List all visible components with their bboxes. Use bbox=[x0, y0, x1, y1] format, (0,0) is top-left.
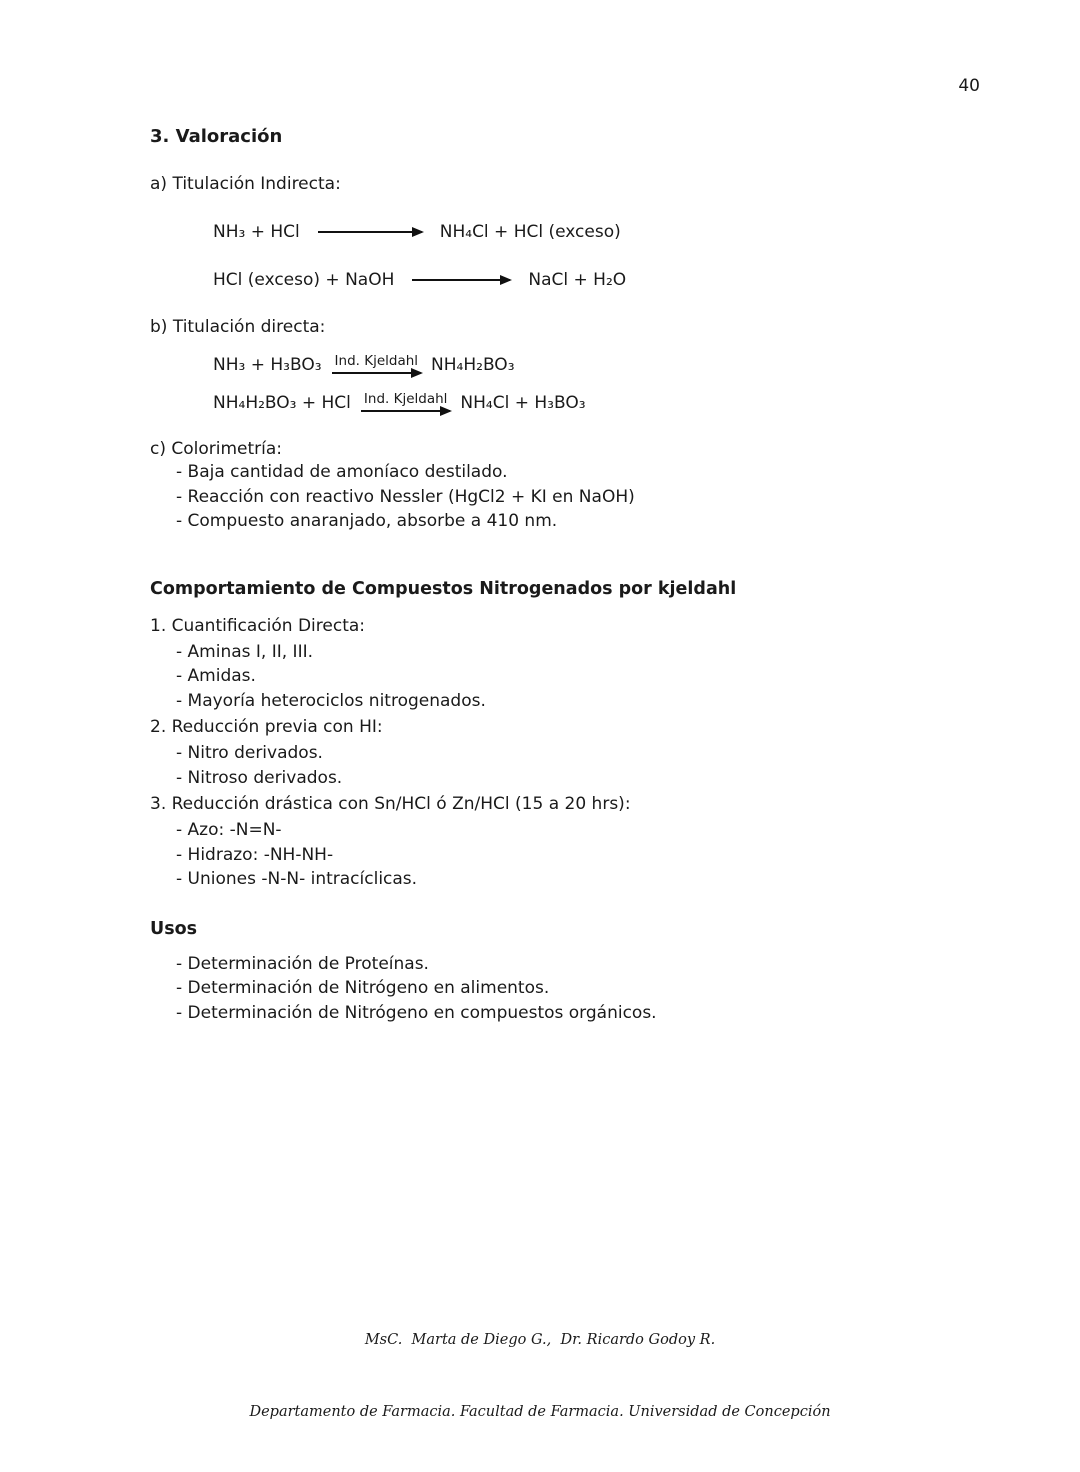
bullet-item: - Mayoría heterociclos nitrogenados. bbox=[176, 690, 486, 711]
subsection-b-label: b) Titulación directa: bbox=[150, 317, 326, 337]
bullet-item: - Amidas. bbox=[176, 666, 256, 686]
right-arrow-icon bbox=[361, 410, 451, 412]
bullet-item: - Uniones -N-N- intracíclicas. bbox=[176, 869, 418, 889]
behavior-list bbox=[150, 612, 990, 892]
behavior-item-3 bbox=[150, 790, 990, 892]
bullet-item: - Determinación de Nitrógeno en compuestos orgánicos. bbox=[176, 1002, 657, 1023]
bullet-item: - Reacción con reactivo Nessler (HgCl2 + KI en NaOH) bbox=[176, 486, 635, 507]
behavior-item-3-bullets bbox=[150, 818, 990, 892]
equation-right: NH₄H₂BO₃ bbox=[431, 355, 515, 375]
arrow-condition-label: Ind. Kjeldahl bbox=[334, 352, 419, 369]
subsection-c-label: c) Colorimetría: bbox=[150, 439, 283, 459]
colorimetria-bullets bbox=[150, 460, 990, 534]
equation-left: HCl (exceso) + NaOH bbox=[213, 270, 395, 290]
behavior-item-1 bbox=[150, 612, 990, 714]
usos-bullets bbox=[150, 952, 990, 1026]
equation-right: NH₄Cl + H₃BO₃ bbox=[460, 393, 586, 413]
chemical-equation-a2 bbox=[150, 269, 990, 291]
behavior-item-2 bbox=[150, 713, 990, 790]
numbered-item-label: 3. Reducción drástica con Sn/HCl ó Zn/HCl (15 a 20 hrs): bbox=[150, 794, 631, 814]
labeled-reaction-arrow bbox=[361, 391, 451, 412]
behavior-heading: Comportamiento de Compuestos Nitrogenados por kjeldahl bbox=[150, 578, 737, 599]
chemical-equation-b2 bbox=[150, 392, 990, 414]
usos-heading: Usos bbox=[150, 918, 198, 939]
bullet-item: - Hidrazo: -NH-NH- bbox=[176, 844, 334, 865]
bullet-item: - Nitroso derivados. bbox=[176, 767, 343, 788]
right-arrow-icon bbox=[332, 372, 422, 374]
right-arrow-icon bbox=[318, 231, 422, 233]
labeled-reaction-arrow bbox=[332, 353, 422, 374]
bullet-item: - Azo: -N=N- bbox=[176, 820, 282, 840]
equation-right: NaCl + H₂O bbox=[528, 270, 627, 290]
bullet-item: - Determinación de Nitrógeno en alimentos. bbox=[176, 978, 550, 998]
numbered-item-label: 1. Cuantificación Directa: bbox=[150, 615, 366, 636]
behavior-item-1-bullets bbox=[150, 640, 990, 714]
footer-institution: Departamento de Farmacia. Facultad de Farmacia. Universidad de Concepción bbox=[249, 1404, 831, 1420]
bullet-item: - Nitro derivados. bbox=[176, 743, 323, 763]
bullet-item: - Compuesto anaranjado, absorbe a 410 nm. bbox=[176, 511, 558, 531]
chemical-equation-a1 bbox=[150, 221, 990, 243]
behavior-item-2-bullets bbox=[150, 741, 990, 790]
equation-left: NH₄H₂BO₃ + HCl bbox=[213, 393, 351, 413]
equation-right: NH₄Cl + HCl (exceso) bbox=[439, 222, 621, 242]
right-arrow-icon bbox=[412, 279, 510, 281]
chemical-equation-b1 bbox=[150, 354, 990, 376]
footer-authors: MsC. Marta de Diego G., Dr. Ricardo Godoy R. bbox=[364, 1332, 716, 1348]
subsection-c bbox=[150, 438, 990, 534]
subsection-a-label: a) Titulación Indirecta: bbox=[150, 174, 341, 194]
page-content bbox=[0, 126, 1080, 1025]
equation-left: NH₃ + H₃BO₃ bbox=[213, 355, 322, 375]
section-title-valoracion: 3. Valoración bbox=[150, 126, 283, 147]
page-number: 40 bbox=[958, 76, 980, 96]
bullet-item: - Aminas I, II, III. bbox=[176, 641, 314, 662]
numbered-item-label: 2. Reducción previa con HI: bbox=[150, 717, 383, 737]
arrow-condition-label: Ind. Kjeldahl bbox=[363, 390, 448, 407]
page-footer bbox=[0, 1280, 1080, 1472]
equation-left: NH₃ + HCl bbox=[213, 222, 300, 242]
bullet-item: - Baja cantidad de amoníaco destilado. bbox=[176, 462, 508, 482]
bullet-item: - Determinación de Proteínas. bbox=[176, 953, 429, 974]
